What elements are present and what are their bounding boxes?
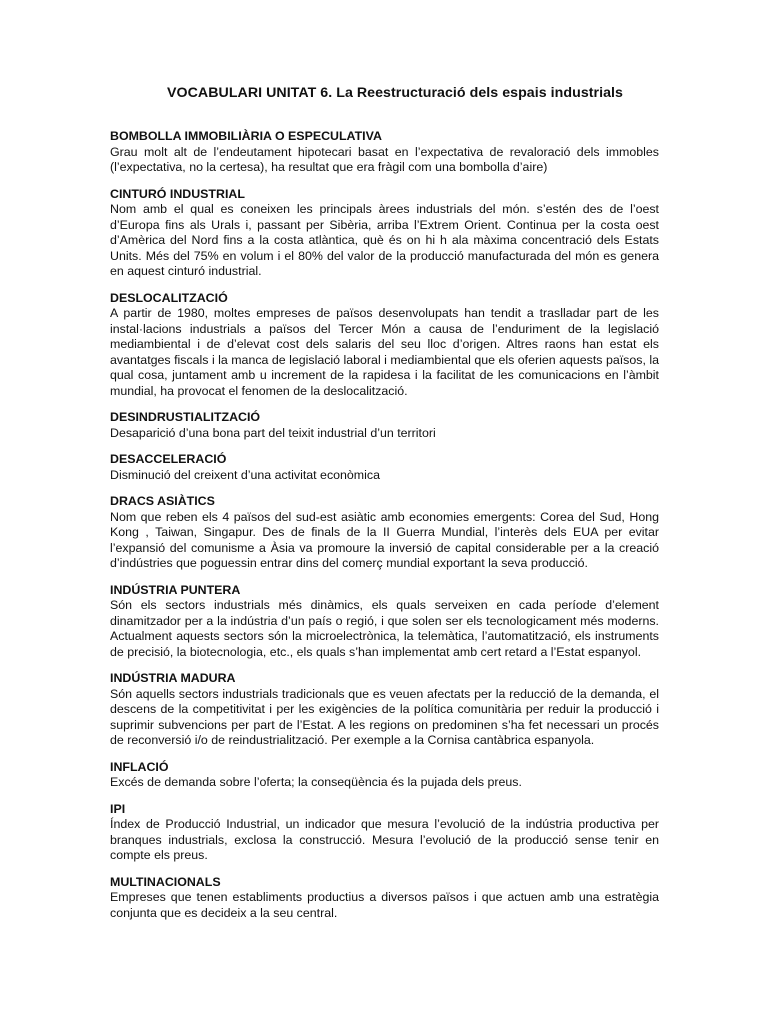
entry-definition: Nom que reben els 4 països del sud-est asiàtic amb economies emergents: Corea del Sud, Hong Kong , Taiwan, Singapur. Des de finals de la II Guerra Mundial, l’interès dels EUA per evitar l’expansió del comunisme a Àsia va promoure la inversió de capital considerable per a la creació d’indústries que poguessin entrar dins del comerç mundial exportant la seva producció. — [110, 509, 659, 570]
entry-term: DESLOCALITZACIÓ — [110, 290, 228, 305]
entry-term: DESACCELERACIÓ — [110, 452, 227, 466]
entry-term: DESINDRUSTIALITZACIÓ — [110, 410, 261, 424]
entry-term: BOMBOLLA IMMOBILIÀRIA O ESPECULATIVA — [110, 129, 382, 143]
vocabulary-entry-multinacionals — [110, 875, 659, 922]
vocabulary-list — [110, 129, 659, 921]
entry-term: DRACS ASIÀTICS — [110, 494, 215, 508]
entry-term: IPI — [110, 801, 126, 816]
entry-definition: Grau molt alt de l’endeutament hipotecari basat en l’expectativa de revaloració dels immobles (l’expectativa, no la certesa), ha resultat que era fràgil com una bombolla d’aire) — [110, 144, 659, 174]
entry-definition: A partir de 1980, moltes empreses de països desenvolupats han tendit a traslladar part de les instal·lacions industrials a països del Tercer Món a causa de l’enduriment de la legislació mediambiental i de d’elevat cost dels salaris del seu lloc d’origen. Altres raons han estat els avantatges fiscals i la manca de legislació laboral i mediambiental que els oferien aquests països, la qual cosa, juntament amb u increment de la rapidesa i la facilitat de les comunicacions en l’àmbit mundial, ha provocat el fenomen de la deslocalització. — [110, 306, 659, 398]
entry-term: INDÚSTRIA PUNTERA — [110, 582, 241, 597]
document-page — [110, 84, 659, 932]
entry-term: INFLACIÓ — [110, 759, 169, 774]
vocabulary-entry-bombolla-immobiliaria — [110, 129, 659, 176]
entry-definition: Empreses que tenen establiments productius a diversos països i que actuen amb una estratègia conjunta que es decideix a la seu central. — [110, 890, 659, 920]
entry-definition: Disminució del creixent d’una activitat econòmica — [110, 467, 380, 482]
entry-term: INDÚSTRIA MADURA — [110, 671, 236, 685]
entry-definition: Índex de Producció Industrial, un indicador que mesura l’evolució de la indústria productiva per branques industrials, exclosa la construcció. Mesura l’evolució de la producció sense tenir en compte els preus. — [110, 817, 659, 862]
vocabulary-entry-industria-madura — [110, 671, 659, 749]
entry-definition: Són els sectors industrials més dinàmics, els quals serveixen en cada període d’element dinamitzador per a la indústria d’un país o regió, i que solen ser els tecnologicament més moderns. Actualment aquests sectors són la microelectrònica, la telemàtica, l’automatització, els instruments de precisió, la biotecnologia, etc., els quals s’han implementat amb cert retard a l’Estat espanyol. — [110, 598, 659, 659]
vocabulary-entry-desacceleracio — [110, 452, 659, 483]
entry-term: CINTURÓ INDUSTRIAL — [110, 186, 245, 201]
vocabulary-entry-desindrustialitzacio — [110, 410, 659, 441]
vocabulary-entry-industria-puntera — [110, 583, 659, 661]
entry-definition: Són aquells sectors industrials tradicionals que es veuen afectats per la reducció de la demanda, el descens de la competitivitat i per les exigències de la política comunitària per reduir la producció i suprimir subvencions per part de l’Estat. A les regions on predominen s’ha fet necessari un procés de reconversió i/o de reindustrialització. Per exemple a la Cornisa cantàbrica espanyola. — [110, 686, 659, 747]
entry-definition: Desaparició d’una bona part del teixit industrial d’un territori — [110, 425, 436, 440]
entry-term: MULTINACIONALS — [110, 874, 221, 889]
vocabulary-entry-dracs-asiatics — [110, 494, 659, 572]
vocabulary-entry-inflacio — [110, 760, 659, 791]
vocabulary-entry-ipi — [110, 802, 659, 864]
entry-definition: Nom amb el qual es coneixen les principals àrees industrials del món. s’estén des de l’oest d’Europa fins als Urals i, passant per Sibèria, arriba l’Extrem Orient. Continua per la costa oest d’Amèrica del Nord fins a la costa atlàntica, què és on hi h ala màxima concentració dels Estats Units. Més del 75% en volum i el 80% del valor de la producció manufacturada del món es genera en aquest cinturó industrial. — [110, 202, 659, 278]
document-title: VOCABULARI UNITAT 6. La Reestructuració dels espais industrials — [167, 85, 623, 101]
entry-definition: Excés de demanda sobre l’oferta; la conseqüència és la pujada dels preus. — [110, 775, 522, 789]
vocabulary-entry-deslocalitzacio — [110, 291, 659, 400]
vocabulary-entry-cinturo-industrial — [110, 187, 659, 280]
